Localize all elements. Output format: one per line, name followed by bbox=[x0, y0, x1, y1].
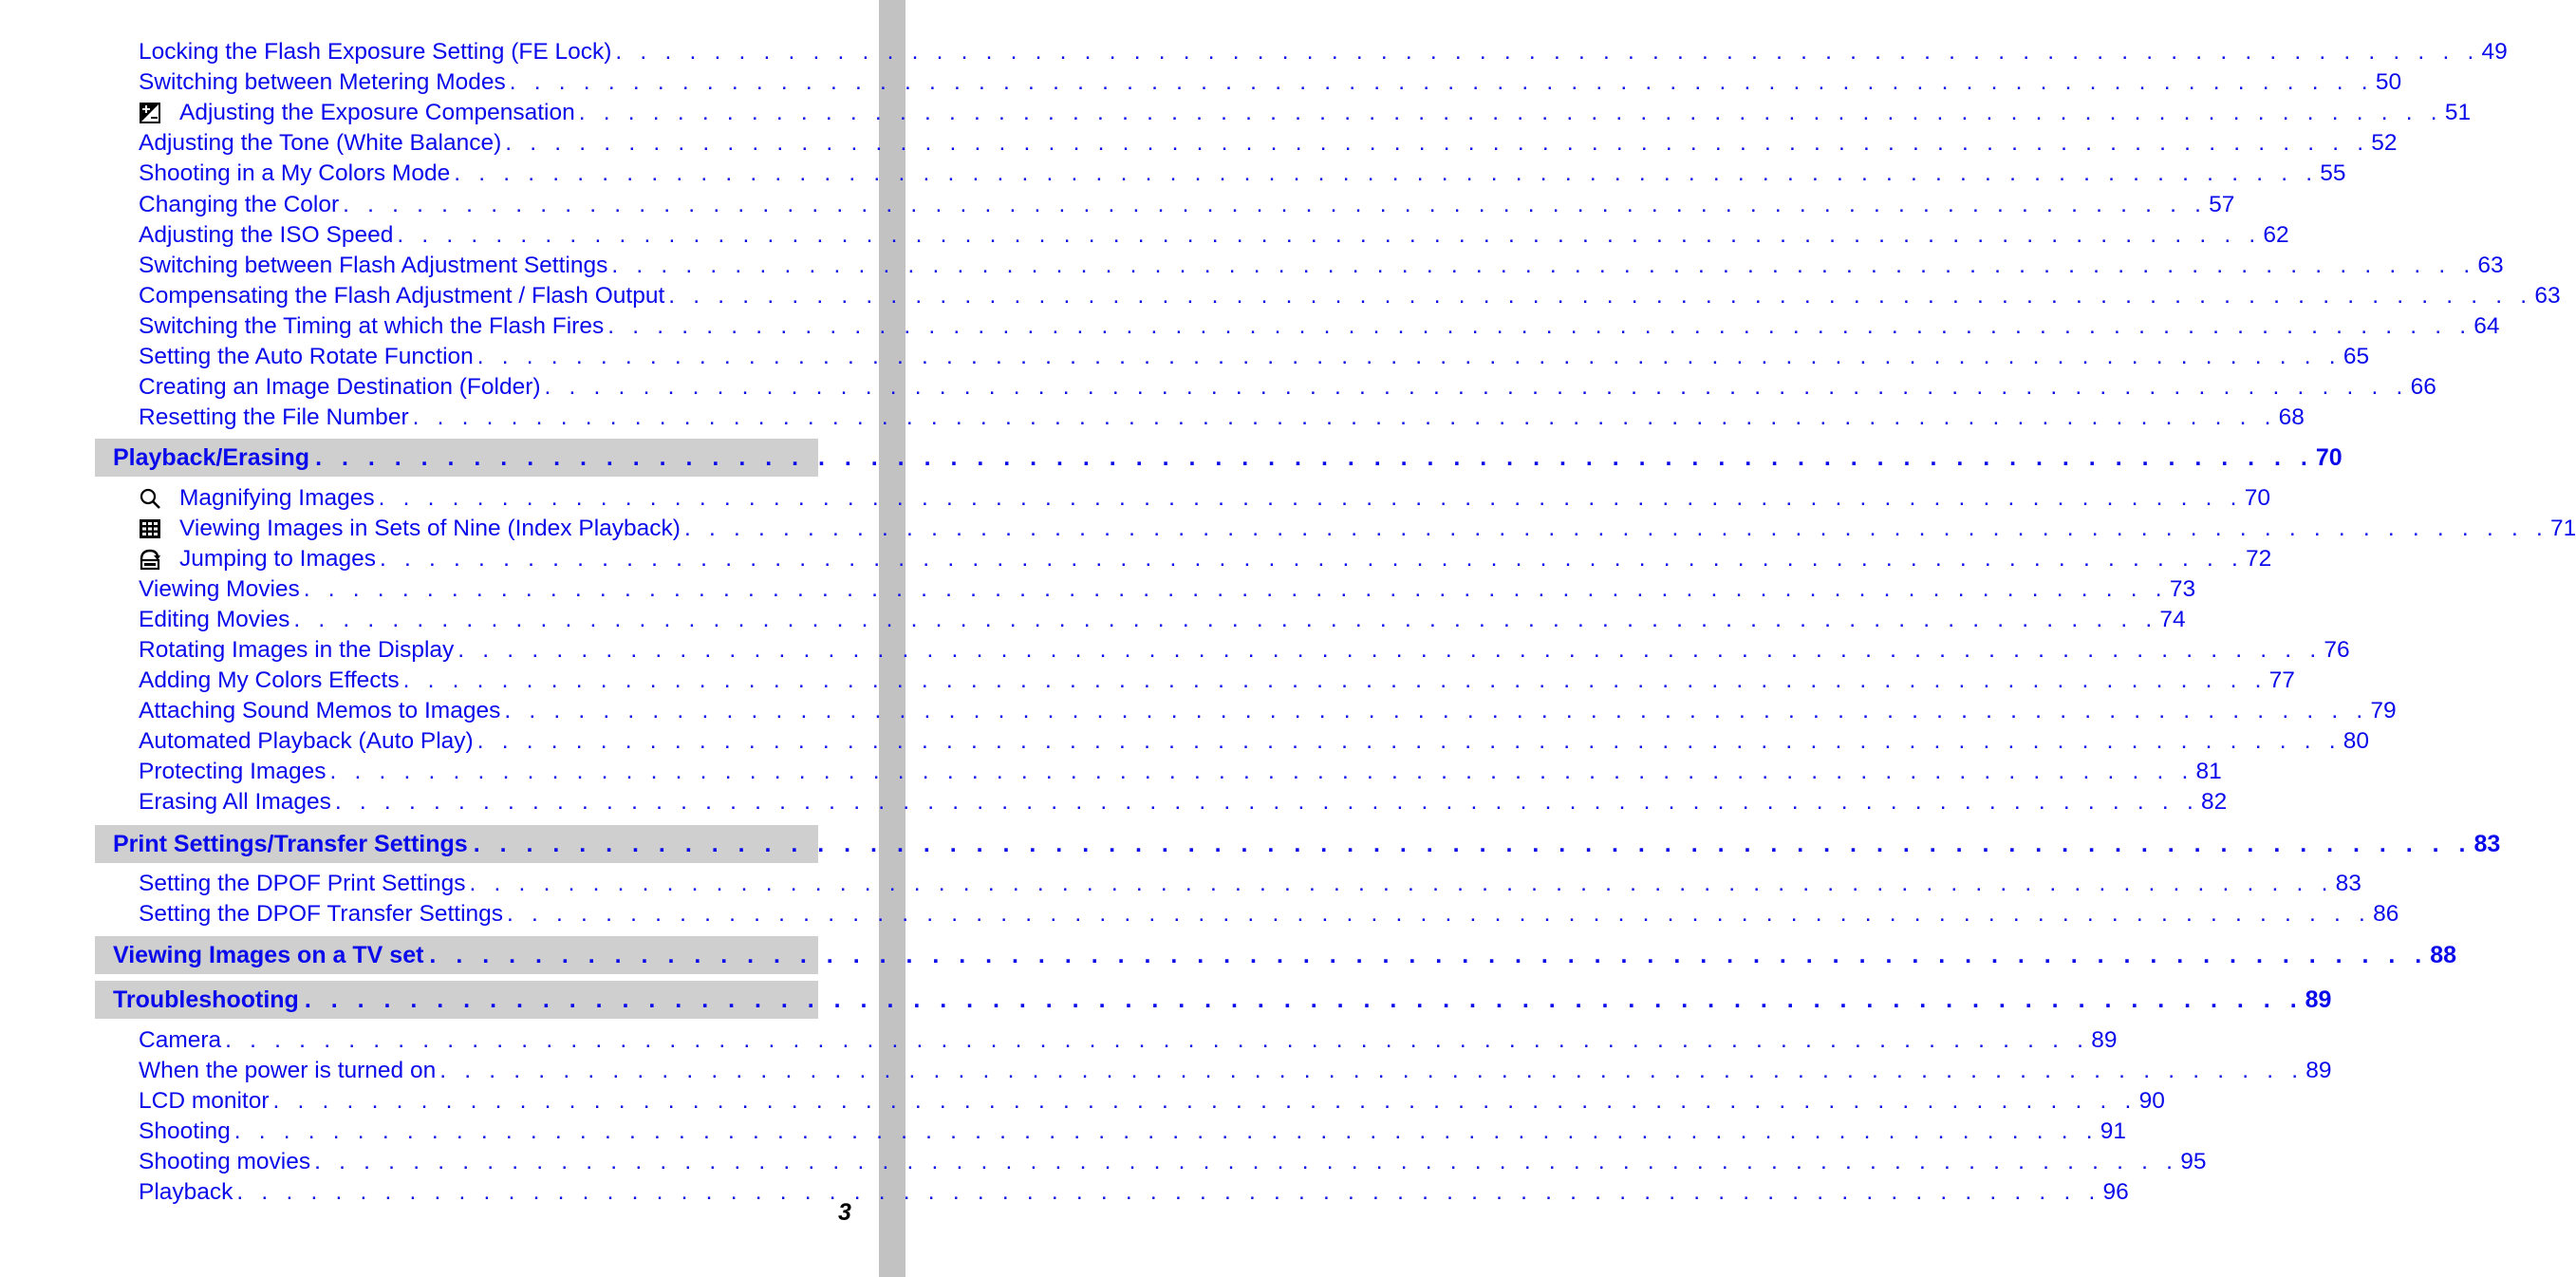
index-grid-icon bbox=[139, 517, 161, 540]
toc-entry-title: Switching the Timing at which the Flash Fires bbox=[139, 312, 605, 339]
section-page-number: 88 bbox=[2430, 941, 2457, 968]
toc-entry-title: Editing Movies bbox=[139, 607, 290, 632]
section-page-number: 70 bbox=[2315, 443, 2343, 471]
toc-entry[interactable] bbox=[139, 1147, 2207, 1177]
toc-entry-title: Rotating Images in the Display bbox=[139, 637, 455, 663]
toc-entry[interactable] bbox=[139, 1177, 2129, 1208]
dot-leader: . . . . . . . . . . . . . . . . . . . . . . . . . . . . . . . . . . . . . . . . . . . . . . . . . . . . . . . . . . . . . . . . . . . . . . . . . . . . bbox=[293, 607, 2158, 632]
dot-leader: . . . . . . . . . . . . . . . . . . . . . . . . . . . . . . . . . . . . . . . . . . . . . . . . . . . . . . . . . . . . . . . . . . . . . . . . . . . . bbox=[683, 516, 2548, 541]
dot-leader: . . . . . . . . . . . . . . . . . . . . . . . . . . . . . . . . . . . . . . . . . . . . . . . . . . . . . . . . . . . . . . . . . . . . . . . . . . . . bbox=[476, 344, 2342, 369]
toc-entry[interactable] bbox=[139, 544, 2272, 574]
toc-entry-page-number: 55 bbox=[2320, 160, 2346, 187]
toc-entry-page-number: 50 bbox=[2375, 69, 2402, 96]
dot-leader: . . . . . . . . . . . . . . . . . . . . . . . . . . . . . . . . . . . . . . . . . . . . . . . . . . . . . . . . . . . . . . . . . . . . . . . . . . . . bbox=[509, 69, 2374, 96]
dot-leader: . . . . . . . . . . . . . . . . . . . . . . . . . . . . . . . . . . . . . . . . . . . . . . . . . . . . . . . . . . . . . . . . . . . . . . . . . . . . bbox=[380, 546, 2245, 572]
dot-leader: . . . . . . . . . . . . . . . . . . . . . . . . . . . . . . . . . . . . . . . . . . . . . . . . . . . . . . . . . . . . . . . . . . . . . . . . . . . . bbox=[668, 282, 2533, 309]
toc-entry[interactable] bbox=[139, 37, 2508, 67]
toc-entry-page-number: 63 bbox=[2534, 282, 2561, 309]
toc-entry-page-number: 62 bbox=[2263, 221, 2289, 248]
toc-entry[interactable] bbox=[139, 696, 2397, 726]
toc-entry-page-number: 96 bbox=[2102, 1179, 2129, 1205]
dot-leader: . . . . . . . . . . . . . . . . . . . . . . . . . . . . . . . . . . . . . . . . . . . . . . . . . . . . . . . . . . . . . . . . . . . . . . . . . . . . bbox=[233, 1118, 2099, 1144]
toc-entry-title: Shooting bbox=[139, 1118, 231, 1144]
toc-entry[interactable] bbox=[139, 757, 2222, 787]
section-viewing-images-tv[interactable] bbox=[95, 936, 2457, 974]
toc-entry-page-number: 74 bbox=[2159, 607, 2186, 632]
toc-entry[interactable] bbox=[139, 403, 2305, 433]
toc-entry[interactable] bbox=[139, 311, 2500, 342]
toc-entry-page-number: 86 bbox=[2373, 901, 2399, 927]
toc-entry[interactable] bbox=[139, 726, 2370, 757]
dot-leader: . . . . . . . . . . . . . . . . . . . . . . . . . . . . . . . . . . . . . . . . . . . . . . . . . . . . . . . . . . . . . . . . . . . . . . . . . . . . bbox=[378, 485, 2243, 511]
toc-entry-page-number: 64 bbox=[2473, 312, 2500, 339]
toc-entry-title: Compensating the Flash Adjustment / Flash Output bbox=[139, 282, 665, 309]
dot-leader: . . . . . . . . . . . . . . . . . . . . . . . . . . . . . . . . . . . . . . . . . . . . . . . . . . . . . . . . . . . . . . . . . . . . . . . . . . . . bbox=[439, 1058, 2305, 1083]
toc-entry-page-number: 51 bbox=[2444, 100, 2472, 126]
toc-entry[interactable] bbox=[139, 372, 2436, 403]
toc-entry[interactable] bbox=[139, 98, 2472, 128]
toc-entry-title: Resetting the File Number bbox=[139, 404, 409, 431]
toc-entry-page-number: 57 bbox=[2209, 191, 2235, 217]
toc-entry-title: Magnifying Images bbox=[179, 485, 375, 511]
section-print-transfer-settings[interactable] bbox=[95, 825, 2501, 863]
toc-entry-page-number: 73 bbox=[2169, 576, 2196, 602]
jump-icon bbox=[139, 548, 161, 571]
toc-entry-page-number: 79 bbox=[2370, 698, 2397, 723]
toc-entry-title: Adjusting the Exposure Compensation bbox=[179, 100, 575, 126]
dot-leader: . . . . . . . . . . . . . . . . . . . . . . . . . . . . . . . . . . . . . . . . . . . . . . . . . . . . . . . . . . . . . . . . . . . . . . . . . . . . bbox=[397, 221, 2262, 248]
toc-entry[interactable] bbox=[139, 251, 2504, 281]
toc-entry-title: LCD monitor bbox=[139, 1088, 270, 1114]
dot-leader: . . . . . . . . . . . . . . . . . . . . . . . . . . . . . . . . . . . . . . . . . . . . . . . . . . . . . . . . . . . . . . . . . . . . . . . . . . . . bbox=[469, 871, 2334, 896]
toc-entry[interactable] bbox=[139, 635, 2350, 666]
dot-leader: . . . . . . . . . . . . . . . . . . . . . . . . . . . . . . . . . . . . . . . . . . . . . . . . . . . . . . . . . . . . . . . . . . . . . . . . . . . . bbox=[272, 1088, 2137, 1114]
toc-entry[interactable] bbox=[139, 483, 2270, 514]
toc-entry-title: Jumping to Images bbox=[179, 546, 376, 572]
toc-entry-title: Protecting Images bbox=[139, 759, 327, 784]
toc-entry-page-number: 76 bbox=[2324, 637, 2350, 663]
toc-entry-title: Creating an Image Destination (Folder) bbox=[139, 374, 541, 401]
toc-entry-title: Playback bbox=[139, 1179, 233, 1205]
section-page-number: 89 bbox=[2305, 986, 2332, 1013]
toc-entry[interactable] bbox=[139, 514, 2576, 544]
section-page-number: 83 bbox=[2473, 830, 2501, 857]
toc-entry-title: Shooting in a My Colors Mode bbox=[139, 160, 451, 187]
toc-entry-title: Automated Playback (Auto Play) bbox=[139, 728, 474, 754]
toc-entry-page-number: 72 bbox=[2246, 546, 2272, 572]
toc-entry-page-number: 68 bbox=[2278, 404, 2305, 431]
dot-leader: . . . . . . . . . . . . . . . . . . . . . . . . . . . . . . . . . . . . . . . . . . . . . . . . . . . . . . . . . . . . . . . . . . . . . . . . . . . . bbox=[303, 576, 2168, 602]
toc-entry-title: Shooting movies bbox=[139, 1149, 311, 1174]
toc-entry[interactable] bbox=[139, 1025, 2118, 1056]
toc-entry-title: Camera bbox=[139, 1027, 222, 1053]
section-troubleshooting[interactable] bbox=[95, 981, 2332, 1019]
dot-leader: . . . . . . . . . . . . . . . . . . . . . . . . . . . . . . . . . . . . . . . . . . . . . . . . . . . . . . . . . . . . . . . . . . . . . . . . . . . . bbox=[304, 986, 2304, 1013]
toc-entry[interactable] bbox=[139, 159, 2346, 189]
section-title: Viewing Images on a TV set bbox=[113, 941, 424, 968]
toc-entry-page-number: 66 bbox=[2410, 374, 2436, 401]
toc-entry-page-number: 82 bbox=[2200, 789, 2228, 815]
toc-entry-page-number: 70 bbox=[2244, 485, 2270, 511]
toc-entry[interactable] bbox=[139, 67, 2402, 98]
toc-entry-title: Setting the Auto Rotate Function bbox=[139, 344, 474, 369]
toc-entry[interactable] bbox=[139, 605, 2186, 635]
toc-entry-page-number: 81 bbox=[2195, 759, 2222, 784]
toc-entry-title: Setting the DPOF Transfer Settings bbox=[139, 901, 504, 927]
dot-leader: . . . . . . . . . . . . . . . . . . . . . . . . . . . . . . . . . . . . . . . . . . . . . . . . . . . . . . . . . . . . . . . . . . . . . . . . . . . . bbox=[473, 830, 2473, 857]
toc-entry-title: Erasing All Images bbox=[139, 789, 331, 815]
dot-leader: . . . . . . . . . . . . . . . . . . . . . . . . . . . . . . . . . . . . . . . . . . . . . . . . . . . . . . . . . . . . . . . . . . . . . . . . . . . . bbox=[454, 160, 2319, 187]
toc-entry-page-number: 89 bbox=[2091, 1027, 2118, 1053]
toc-entry[interactable] bbox=[139, 281, 2561, 311]
toc-entry-title: Locking the Flash Exposure Setting (FE Lock) bbox=[139, 39, 612, 65]
dot-leader: . . . . . . . . . . . . . . . . . . . . . . . . . . . . . . . . . . . . . . . . . . . . . . . . . . . . . . . . . . . . . . . . . . . . . . . . . . . . bbox=[225, 1027, 2090, 1053]
dot-leader: . . . . . . . . . . . . . . . . . . . . . . . . . . . . . . . . . . . . . . . . . . . . . . . . . . . . . . . . . . . . . . . . . . . . . . . . . . . . bbox=[578, 100, 2443, 126]
magnify-icon bbox=[139, 487, 161, 510]
toc-entry-page-number: 89 bbox=[2305, 1058, 2332, 1083]
toc-entry[interactable] bbox=[139, 1086, 2165, 1117]
dot-leader: . . . . . . . . . . . . . . . . . . . . . . . . . . . . . . . . . . . . . . . . . . . . . . . . . . . . . . . . . . . . . . . . . . . . . . . . . . . . bbox=[476, 728, 2342, 754]
section-title: Playback/Erasing bbox=[113, 443, 310, 471]
toc-entry-title: Adjusting the Tone (White Balance) bbox=[139, 130, 502, 157]
dot-leader: . . . . . . . . . . . . . . . . . . . . . . . . . . . . . . . . . . . . . . . . . . . . . . . . . . . . . . . . . . . . . . . . . . . . . . . . . . . . bbox=[615, 39, 2480, 65]
dot-leader: . . . . . . . . . . . . . . . . . . . . . . . . . . . . . . . . . . . . . . . . . . . . . . . . . . . . . . . . . . . . . . . . . . . . . . . . . . . . bbox=[329, 759, 2194, 784]
toc-entry-title: Setting the DPOF Print Settings bbox=[139, 871, 466, 896]
toc-entry-page-number: 83 bbox=[2335, 871, 2361, 896]
toc-entry-title: Adding My Colors Effects bbox=[139, 667, 400, 693]
dot-leader: . . . . . . . . . . . . . . . . . . . . . . . . . . . . . . . . . . . . . . . . . . . . . . . . . . . . . . . . . . . . . . . . . . . . . . . . . . . . bbox=[334, 789, 2199, 815]
toc-entry[interactable] bbox=[139, 190, 2235, 220]
section-title: Troubleshooting bbox=[113, 986, 299, 1013]
toc-entry[interactable] bbox=[139, 574, 2196, 605]
dot-leader: . . . . . . . . . . . . . . . . . . . . . . . . . . . . . . . . . . . . . . . . . . . . . . . . . . . . . . . . . . . . . . . . . . . . . . . . . . . . bbox=[315, 443, 2314, 471]
toc-entry-title: When the power is turned on bbox=[139, 1058, 437, 1083]
dot-leader: . . . . . . . . . . . . . . . . . . . . . . . . . . . . . . . . . . . . . . . . . . . . . . . . . . . . . . . . . . . . . . . . . . . . . . . . . . . . bbox=[611, 252, 2476, 278]
toc-entry[interactable] bbox=[139, 787, 2228, 817]
dot-leader: . . . . . . . . . . . . . . . . . . . . . . . . . . . . . . . . . . . . . . . . . . . . . . . . . . . . . . . . . . . . . . . . . . . . . . . . . . . . bbox=[412, 404, 2277, 431]
toc-entry[interactable] bbox=[139, 128, 2398, 159]
toc-entry[interactable] bbox=[139, 220, 2289, 251]
toc-entry-page-number: 49 bbox=[2481, 39, 2508, 65]
toc-entry-title: Switching between Flash Adjustment Settings bbox=[139, 252, 608, 278]
dot-leader: . . . . . . . . . . . . . . . . . . . . . . . . . . . . . . . . . . . . . . . . . . . . . . . . . . . . . . . . . . . . . . . . . . . . . . . . . . . . bbox=[236, 1179, 2101, 1205]
toc-entry-page-number: 77 bbox=[2268, 667, 2295, 693]
page-number: 3 bbox=[838, 1199, 851, 1226]
toc-entry[interactable] bbox=[139, 342, 2370, 372]
toc-entry-page-number: 52 bbox=[2371, 130, 2398, 157]
dot-leader: . . . . . . . . . . . . . . . . . . . . . . . . . . . . . . . . . . . . . . . . . . . . . . . . . . . . . . . . . . . . . . . . . . . . . . . . . . . . bbox=[457, 637, 2323, 663]
toc-entry-title: Viewing Movies bbox=[139, 576, 300, 602]
dot-leader: . . . . . . . . . . . . . . . . . . . . . . . . . . . . . . . . . . . . . . . . . . . . . . . . . . . . . . . . . . . . . . . . . . . . . . . . . . . . bbox=[544, 374, 2409, 401]
toc-entry-title: Adjusting the ISO Speed bbox=[139, 221, 394, 248]
toc-entry-title: Switching between Metering Modes bbox=[139, 69, 506, 96]
toc-entry-page-number: 90 bbox=[2138, 1088, 2165, 1114]
toc-entry-title: Viewing Images in Sets of Nine (Index Playback) bbox=[179, 516, 681, 541]
dot-leader: . . . . . . . . . . . . . . . . . . . . . . . . . . . . . . . . . . . . . . . . . . . . . . . . . . . . . . . . . . . . . . . . . . . . . . . . . . . . bbox=[607, 312, 2473, 339]
toc-entry[interactable] bbox=[139, 869, 2361, 899]
dot-leader: . . . . . . . . . . . . . . . . . . . . . . . . . . . . . . . . . . . . . . . . . . . . . . . . . . . . . . . . . . . . . . . . . . . . . . . . . . . . bbox=[505, 130, 2370, 157]
dot-leader: . . . . . . . . . . . . . . . . . . . . . . . . . . . . . . . . . . . . . . . . . . . . . . . . . . . . . . . . . . . . . . . . . . . . . . . . . . . . bbox=[429, 941, 2429, 968]
dot-leader: . . . . . . . . . . . . . . . . . . . . . . . . . . . . . . . . . . . . . . . . . . . . . . . . . . . . . . . . . . . . . . . . . . . . . . . . . . . . bbox=[314, 1149, 2179, 1174]
dot-leader: . . . . . . . . . . . . . . . . . . . . . . . . . . . . . . . . . . . . . . . . . . . . . . . . . . . . . . . . . . . . . . . . . . . . . . . . . . . . bbox=[504, 698, 2369, 723]
dot-leader: . . . . . . . . . . . . . . . . . . . . . . . . . . . . . . . . . . . . . . . . . . . . . . . . . . . . . . . . . . . . . . . . . . . . . . . . . . . . bbox=[402, 667, 2268, 693]
toc-entry[interactable] bbox=[139, 1056, 2332, 1086]
toc-entry[interactable] bbox=[139, 666, 2295, 696]
section-title: Print Settings/Transfer Settings bbox=[113, 830, 468, 857]
toc-entry-page-number: 91 bbox=[2100, 1118, 2127, 1144]
toc-entry-page-number: 95 bbox=[2180, 1149, 2207, 1174]
exposure-compensation-icon bbox=[139, 102, 161, 124]
toc-entry-title: Changing the Color bbox=[139, 191, 340, 217]
toc-entry[interactable] bbox=[139, 1117, 2127, 1147]
dot-leader: . . . . . . . . . . . . . . . . . . . . . . . . . . . . . . . . . . . . . . . . . . . . . . . . . . . . . . . . . . . . . . . . . . . . . . . . . . . . bbox=[343, 191, 2208, 217]
toc-entry[interactable] bbox=[139, 899, 2399, 930]
toc-entry-page-number: 71 bbox=[2549, 516, 2576, 541]
toc-entry-page-number: 65 bbox=[2343, 344, 2370, 369]
toc-entry-page-number: 80 bbox=[2343, 728, 2370, 754]
toc-entry-title: Attaching Sound Memos to Images bbox=[139, 698, 501, 723]
dot-leader: . . . . . . . . . . . . . . . . . . . . . . . . . . . . . . . . . . . . . . . . . . . . . . . . . . . . . . . . . . . . . . . . . . . . . . . . . . . . bbox=[507, 901, 2372, 927]
section-playback-erasing[interactable] bbox=[95, 439, 2343, 477]
toc-entry-page-number: 63 bbox=[2477, 252, 2504, 278]
